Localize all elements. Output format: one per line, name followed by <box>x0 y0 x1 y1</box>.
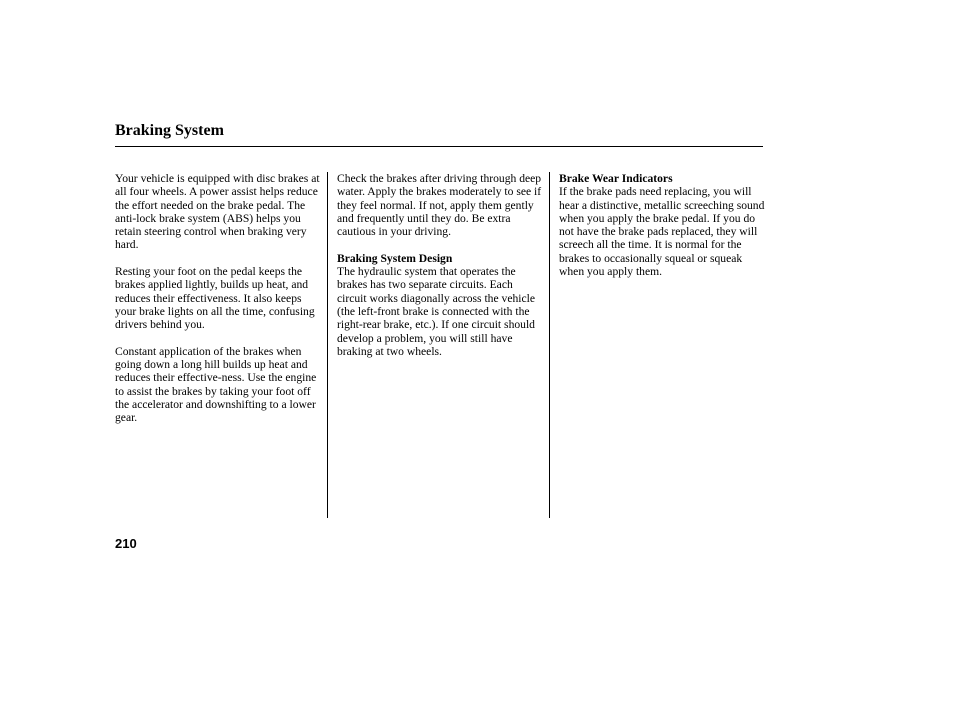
column-2 <box>337 172 543 371</box>
section-heading-wear-indicators: Brake Wear Indicators <box>559 172 673 185</box>
column-1 <box>115 172 325 438</box>
paragraph-wear-indicators: If the brake pads need replacing, you will hear a distinctive, metallic screeching sound when you apply the brake pedal. If you do not have the brake pads replaced, they will screech all the time. It is normal for the brakes to occasionally squeal or squeak when you apply them. <box>559 185 765 279</box>
paragraph-system-design: The hydraulic system that operates the brakes has two separate circuits. Each circuit works diagonally across the vehicle (the left-front brake is connected with the right-rear brake, etc.). If one circuit should develop a problem, you will still have braking at two wheels. <box>337 265 535 358</box>
page-title: Braking System <box>115 122 224 139</box>
column-divider-2 <box>549 172 550 518</box>
paragraph-deep-water: Check the brakes after driving through deep water. Apply the brakes moderately to see if they feel normal. If not, apply them gently and frequently until they do. Be extra cautious in your driving. <box>337 172 542 239</box>
page-number: 210 <box>115 536 137 551</box>
column-divider-1 <box>327 172 328 518</box>
paragraph-abs-intro: Your vehicle is equipped with disc brakes at all four wheels. A power assist helps reduce the effort needed on the brake pedal. The anti-lock brake system (ABS) helps you retain steering control when braking very hard. <box>115 172 320 252</box>
column-3 <box>559 172 765 292</box>
paragraph-resting-foot: Resting your foot on the pedal keeps the brakes applied lightly, builds up heat, and reduces their effectiveness. It also keeps your brake lights on all the time, confusing drivers behind you. <box>115 265 315 332</box>
section-heading-system-design: Braking System Design <box>337 251 453 265</box>
paragraph-downhill: Constant application of the brakes when going down a long hill builds up heat and reduces their effective-ness. Use the engine to assist the brakes by taking your foot off the accelerator and downshifting to a lower gear. <box>115 344 317 425</box>
title-rule <box>115 146 763 147</box>
